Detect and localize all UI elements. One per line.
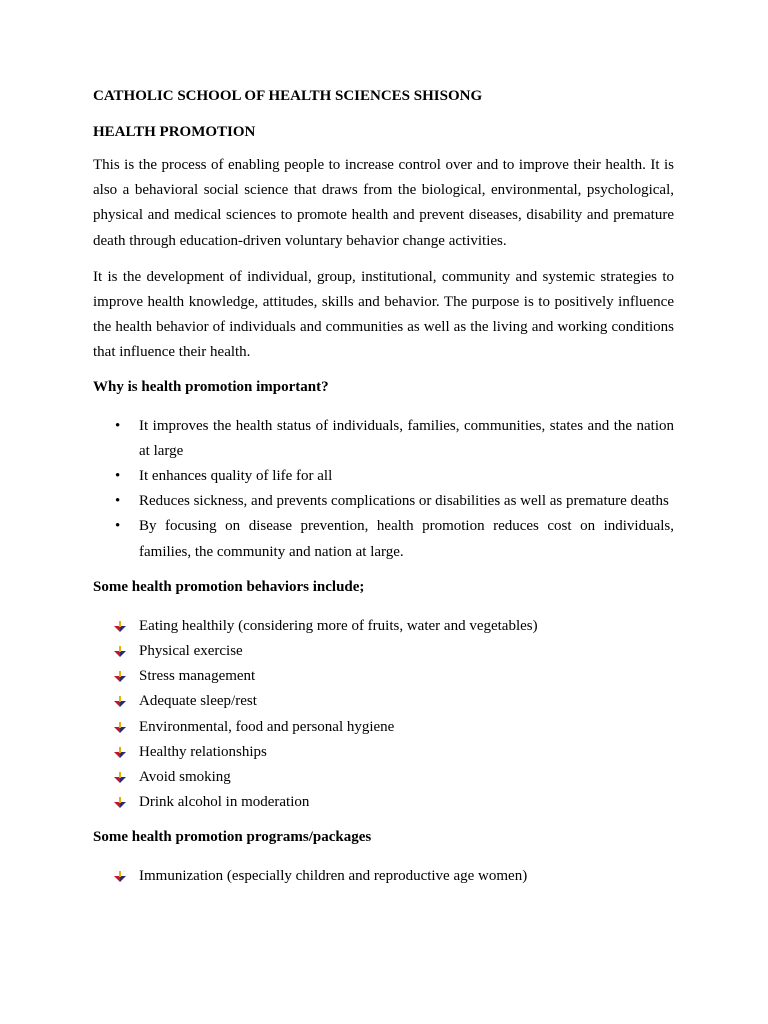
arrow-down-bullet-icon bbox=[114, 747, 126, 759]
list-item: • It improves the health status of individuals, families, communities, states and the nation at large bbox=[93, 414, 674, 464]
arrow-down-bullet-icon bbox=[114, 797, 126, 809]
behaviors-list bbox=[93, 614, 674, 816]
arrow-down-bullet-icon bbox=[114, 671, 126, 683]
list-item: Environmental, food and personal hygiene bbox=[93, 715, 674, 740]
arrow-stem bbox=[119, 797, 121, 803]
bullet-dot-icon: • bbox=[115, 493, 121, 510]
list-item: Healthy relationships bbox=[93, 740, 674, 765]
bullet-dot-icon: • bbox=[115, 518, 121, 535]
importance-list bbox=[93, 414, 674, 565]
arrow-stem bbox=[119, 772, 121, 778]
list-item: Eating healthily (considering more of fruits, water and vegetables) bbox=[93, 614, 674, 639]
programs-heading: Some health promotion programs/packages bbox=[93, 829, 372, 846]
arrow-down-bullet-icon bbox=[114, 646, 126, 658]
list-item: Immunization (especially children and reproductive age women) bbox=[93, 864, 674, 889]
list-item: Drink alcohol in moderation bbox=[93, 790, 674, 815]
list-item: Adequate sleep/rest bbox=[93, 689, 674, 714]
list-item: Stress management bbox=[93, 664, 674, 689]
arrow-stem bbox=[119, 646, 121, 652]
document-page bbox=[93, 86, 674, 902]
arrow-stem bbox=[119, 621, 121, 627]
bullet-dot-icon: • bbox=[115, 468, 121, 485]
list-item: Avoid smoking bbox=[93, 765, 674, 790]
behaviors-heading: Some health promotion behaviors include; bbox=[93, 578, 365, 595]
list-item: • By focusing on disease prevention, health promotion reduces cost on individuals, families, the community and nation at large. bbox=[93, 514, 674, 564]
development-paragraph: It is the development of individual, group, institutional, community and systemic strategies to improve health knowledge, attitudes, skills and behavior. The purpose is to positively influence the health behavior of individuals and communities as well as the living and working conditions that influence their health. bbox=[93, 268, 674, 361]
arrow-stem bbox=[119, 722, 121, 728]
school-name: CATHOLIC SCHOOL OF HEALTH SCIENCES SHISONG bbox=[93, 88, 483, 104]
list-item: • Reduces sickness, and prevents complications or disabilities as well as premature deaths bbox=[93, 489, 674, 514]
programs-list bbox=[93, 864, 674, 889]
document-title: HEALTH PROMOTION bbox=[93, 124, 256, 140]
arrow-down-bullet-icon bbox=[114, 696, 126, 708]
arrow-down-bullet-icon bbox=[114, 722, 126, 734]
importance-heading: Why is health promotion important? bbox=[93, 378, 329, 395]
arrow-stem bbox=[119, 747, 121, 753]
arrow-stem bbox=[119, 671, 121, 677]
arrow-stem bbox=[119, 871, 121, 877]
list-item: Physical exercise bbox=[93, 639, 674, 664]
definition-paragraph: This is the process of enabling people to increase control over and to improve their health. It is also a behavioral social science that draws from the biological, environmental, psychological, physical and medical sciences to promote health and prevent diseases, disability and premature death through education-driven voluntary behavior change activities. bbox=[93, 157, 674, 249]
arrow-down-bullet-icon bbox=[114, 871, 126, 883]
arrow-down-bullet-icon bbox=[114, 772, 126, 784]
arrow-down-bullet-icon bbox=[114, 621, 126, 633]
list-item: • It enhances quality of life for all bbox=[93, 464, 674, 489]
bullet-dot-icon: • bbox=[115, 417, 121, 434]
arrow-stem bbox=[119, 696, 121, 702]
